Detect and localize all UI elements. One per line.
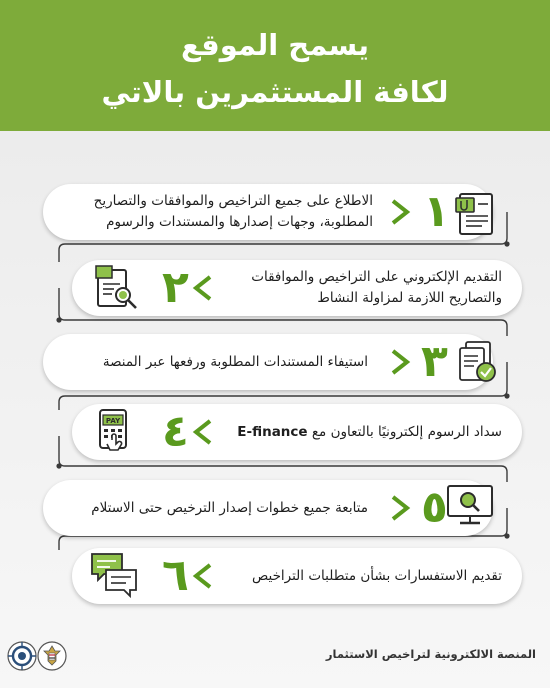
document-icon [452,188,504,240]
step-number-6: ٦ [162,550,189,601]
step-card-5 [43,480,493,536]
chat-icon [88,548,140,600]
step-2-text-line-2: والتصاريح اللازمة لمزاولة النشاط [317,290,502,306]
footer-platform-name: المنصة الالكترونية لتراخيص الاستثمار [325,647,536,661]
mobile-pay-icon [90,406,142,458]
pay-label: PAY [105,417,121,425]
monitor-search-icon [444,478,496,530]
eagle-emblem-logo [36,640,68,672]
page-title-line-1: يسمح الموقع [180,28,370,62]
step-6-text-line-1: تقديم الاستفسارات بشأن متطلبات التراخيص [251,567,502,584]
chevron-right-icon [387,494,413,522]
chevron-left-icon [190,274,216,302]
step-3-text [48,334,368,390]
chevron-right-icon [387,348,413,376]
chevron-left-icon [190,418,216,446]
efinance-brand: E-finance [237,423,308,440]
step-6-text [212,548,502,604]
step-2-text [212,260,502,316]
step-4-text [202,404,502,460]
step-1-text [53,184,373,240]
step-1-text-line-2: المطلوبة، وجهات إصدارها والمستندات والرسوم [106,214,373,230]
step-number-4: ٤ [162,406,189,457]
step-5-text [48,480,368,536]
step-card-1 [43,184,493,240]
document-search-icon [90,262,142,314]
step-4-text: سداد الرسوم إلكترونيًا بالتعاون مع [311,423,502,440]
step-card-3 [43,334,493,390]
page-title-line-2: لكافة المستثمرين بالاتي [101,75,449,109]
step-number-3: ٣ [421,336,448,387]
step-number-1: ١ [423,186,450,237]
step-2-text-line-1: التقديم الإلكتروني على التراخيص والموافقات [251,269,502,285]
step-3-text-line-1: استيفاء المستندات المطلوبة ورفعها عبر المنصة [102,353,368,370]
step-number-5: ٥ [421,482,448,533]
gafi-logo [6,640,38,672]
chevron-left-icon [190,562,216,590]
chevron-right-icon [387,198,413,226]
step-5-text-line-1: متابعة جميع خطوات إصدار الترخيص حتى الاستلام [91,499,368,516]
documents-check-icon [452,336,504,388]
step-1-text-line-1: الاطلاع على جميع التراخيص والموافقات والتصاريح [93,193,373,209]
step-number-2: ٢ [162,262,189,313]
